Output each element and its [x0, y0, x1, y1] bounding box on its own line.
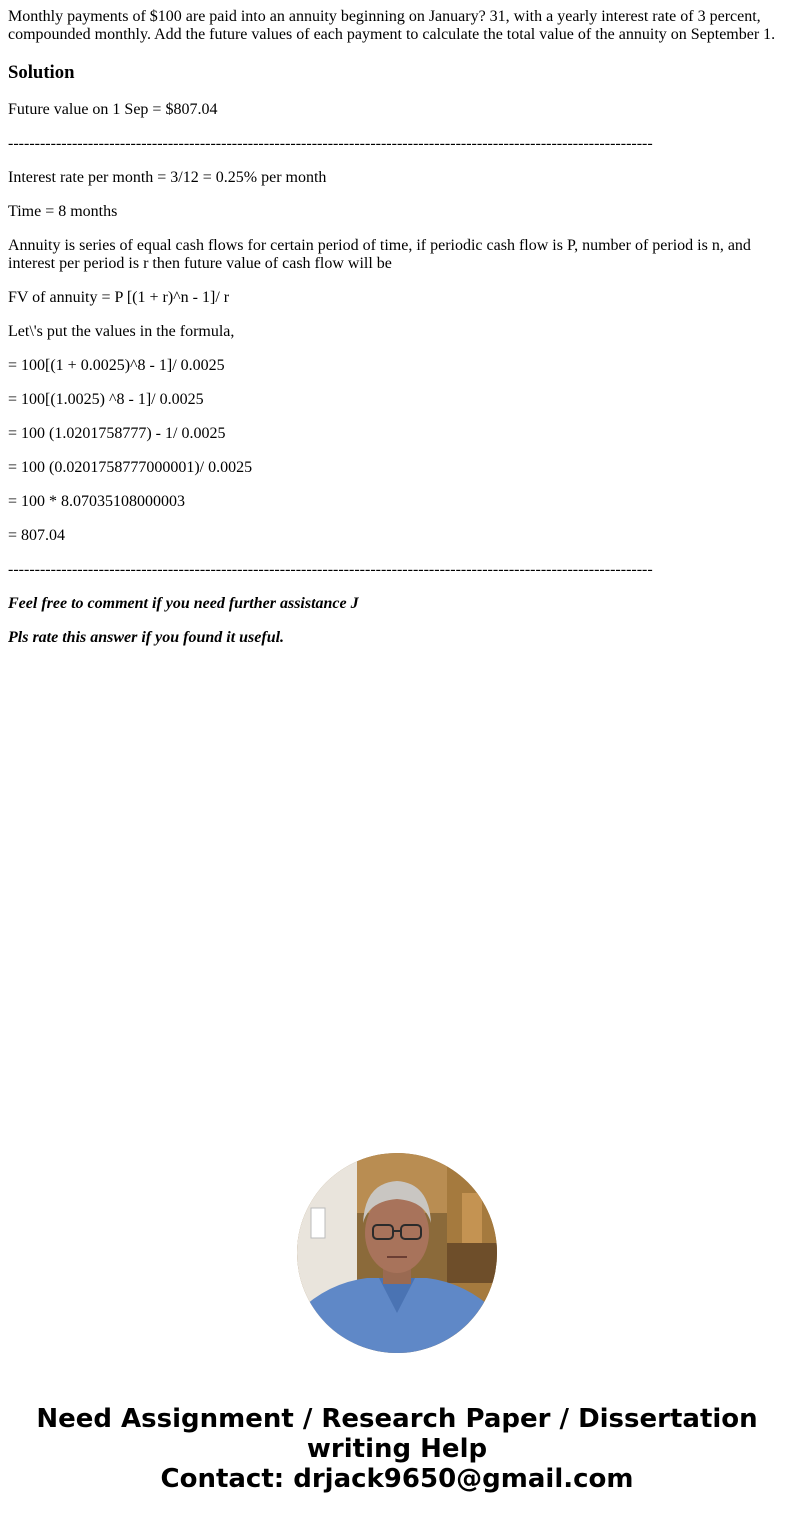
answer-document	[8, 8, 786, 663]
answer-line: Let\'s put the values in the formula,	[8, 323, 235, 340]
closing-comment: Feel free to comment if you need further assistance J	[8, 595, 359, 612]
answer-line: Annuity is series of equal cash flows for certain period of time, if periodic cash flow is P, number of period is n, and interest per period is r then future value of cash flow will be	[8, 237, 751, 272]
promo-banner	[0, 1404, 794, 1494]
calculation-line: = 100[(1 + 0.0025)^8 - 1]/ 0.0025	[8, 357, 225, 374]
calculation-line: = 100[(1.0025) ^8 - 1]/ 0.0025	[8, 391, 204, 408]
answer-line: Future value on 1 Sep = $807.04	[8, 101, 218, 118]
promo-contact: Contact: drjack9650@gmail.com	[160, 1464, 634, 1494]
calculation-line: = 100 (1.0201758777) - 1/ 0.0025	[8, 425, 226, 442]
calculation-line: = 100 (0.0201758777000001)/ 0.0025	[8, 459, 253, 476]
calculation-line: = 100 * 8.07035108000003	[8, 493, 186, 510]
separator-line: -------------------------------------------------------------------------------------------------------------------------	[8, 135, 653, 152]
formula-line: FV of annuity = P [(1 + r)^n - 1]/ r	[8, 289, 230, 306]
promo-line-1: Need Assignment / Research Paper / Dissertation	[36, 1404, 758, 1434]
answer-line: Time = 8 months	[8, 203, 118, 220]
separator-line: -------------------------------------------------------------------------------------------------------------------------	[8, 561, 653, 578]
author-portrait-image	[297, 1153, 497, 1353]
answer-line: Interest rate per month = 3/12 = 0.25% per month	[8, 169, 327, 186]
author-avatar	[297, 1153, 497, 1353]
promo-line-2: writing Help	[306, 1434, 488, 1464]
calculation-line: = 807.04	[8, 527, 66, 544]
solution-heading: Solution	[8, 62, 75, 83]
closing-rate-request: Pls rate this answer if you found it useful.	[8, 629, 285, 646]
question-text: Monthly payments of $100 are paid into an annuity beginning on January? 31, with a yearly interest rate of 3 percent, compounded monthly. Add the future values of each payment to calculate the total value of the annuity on September 1.	[8, 8, 776, 43]
